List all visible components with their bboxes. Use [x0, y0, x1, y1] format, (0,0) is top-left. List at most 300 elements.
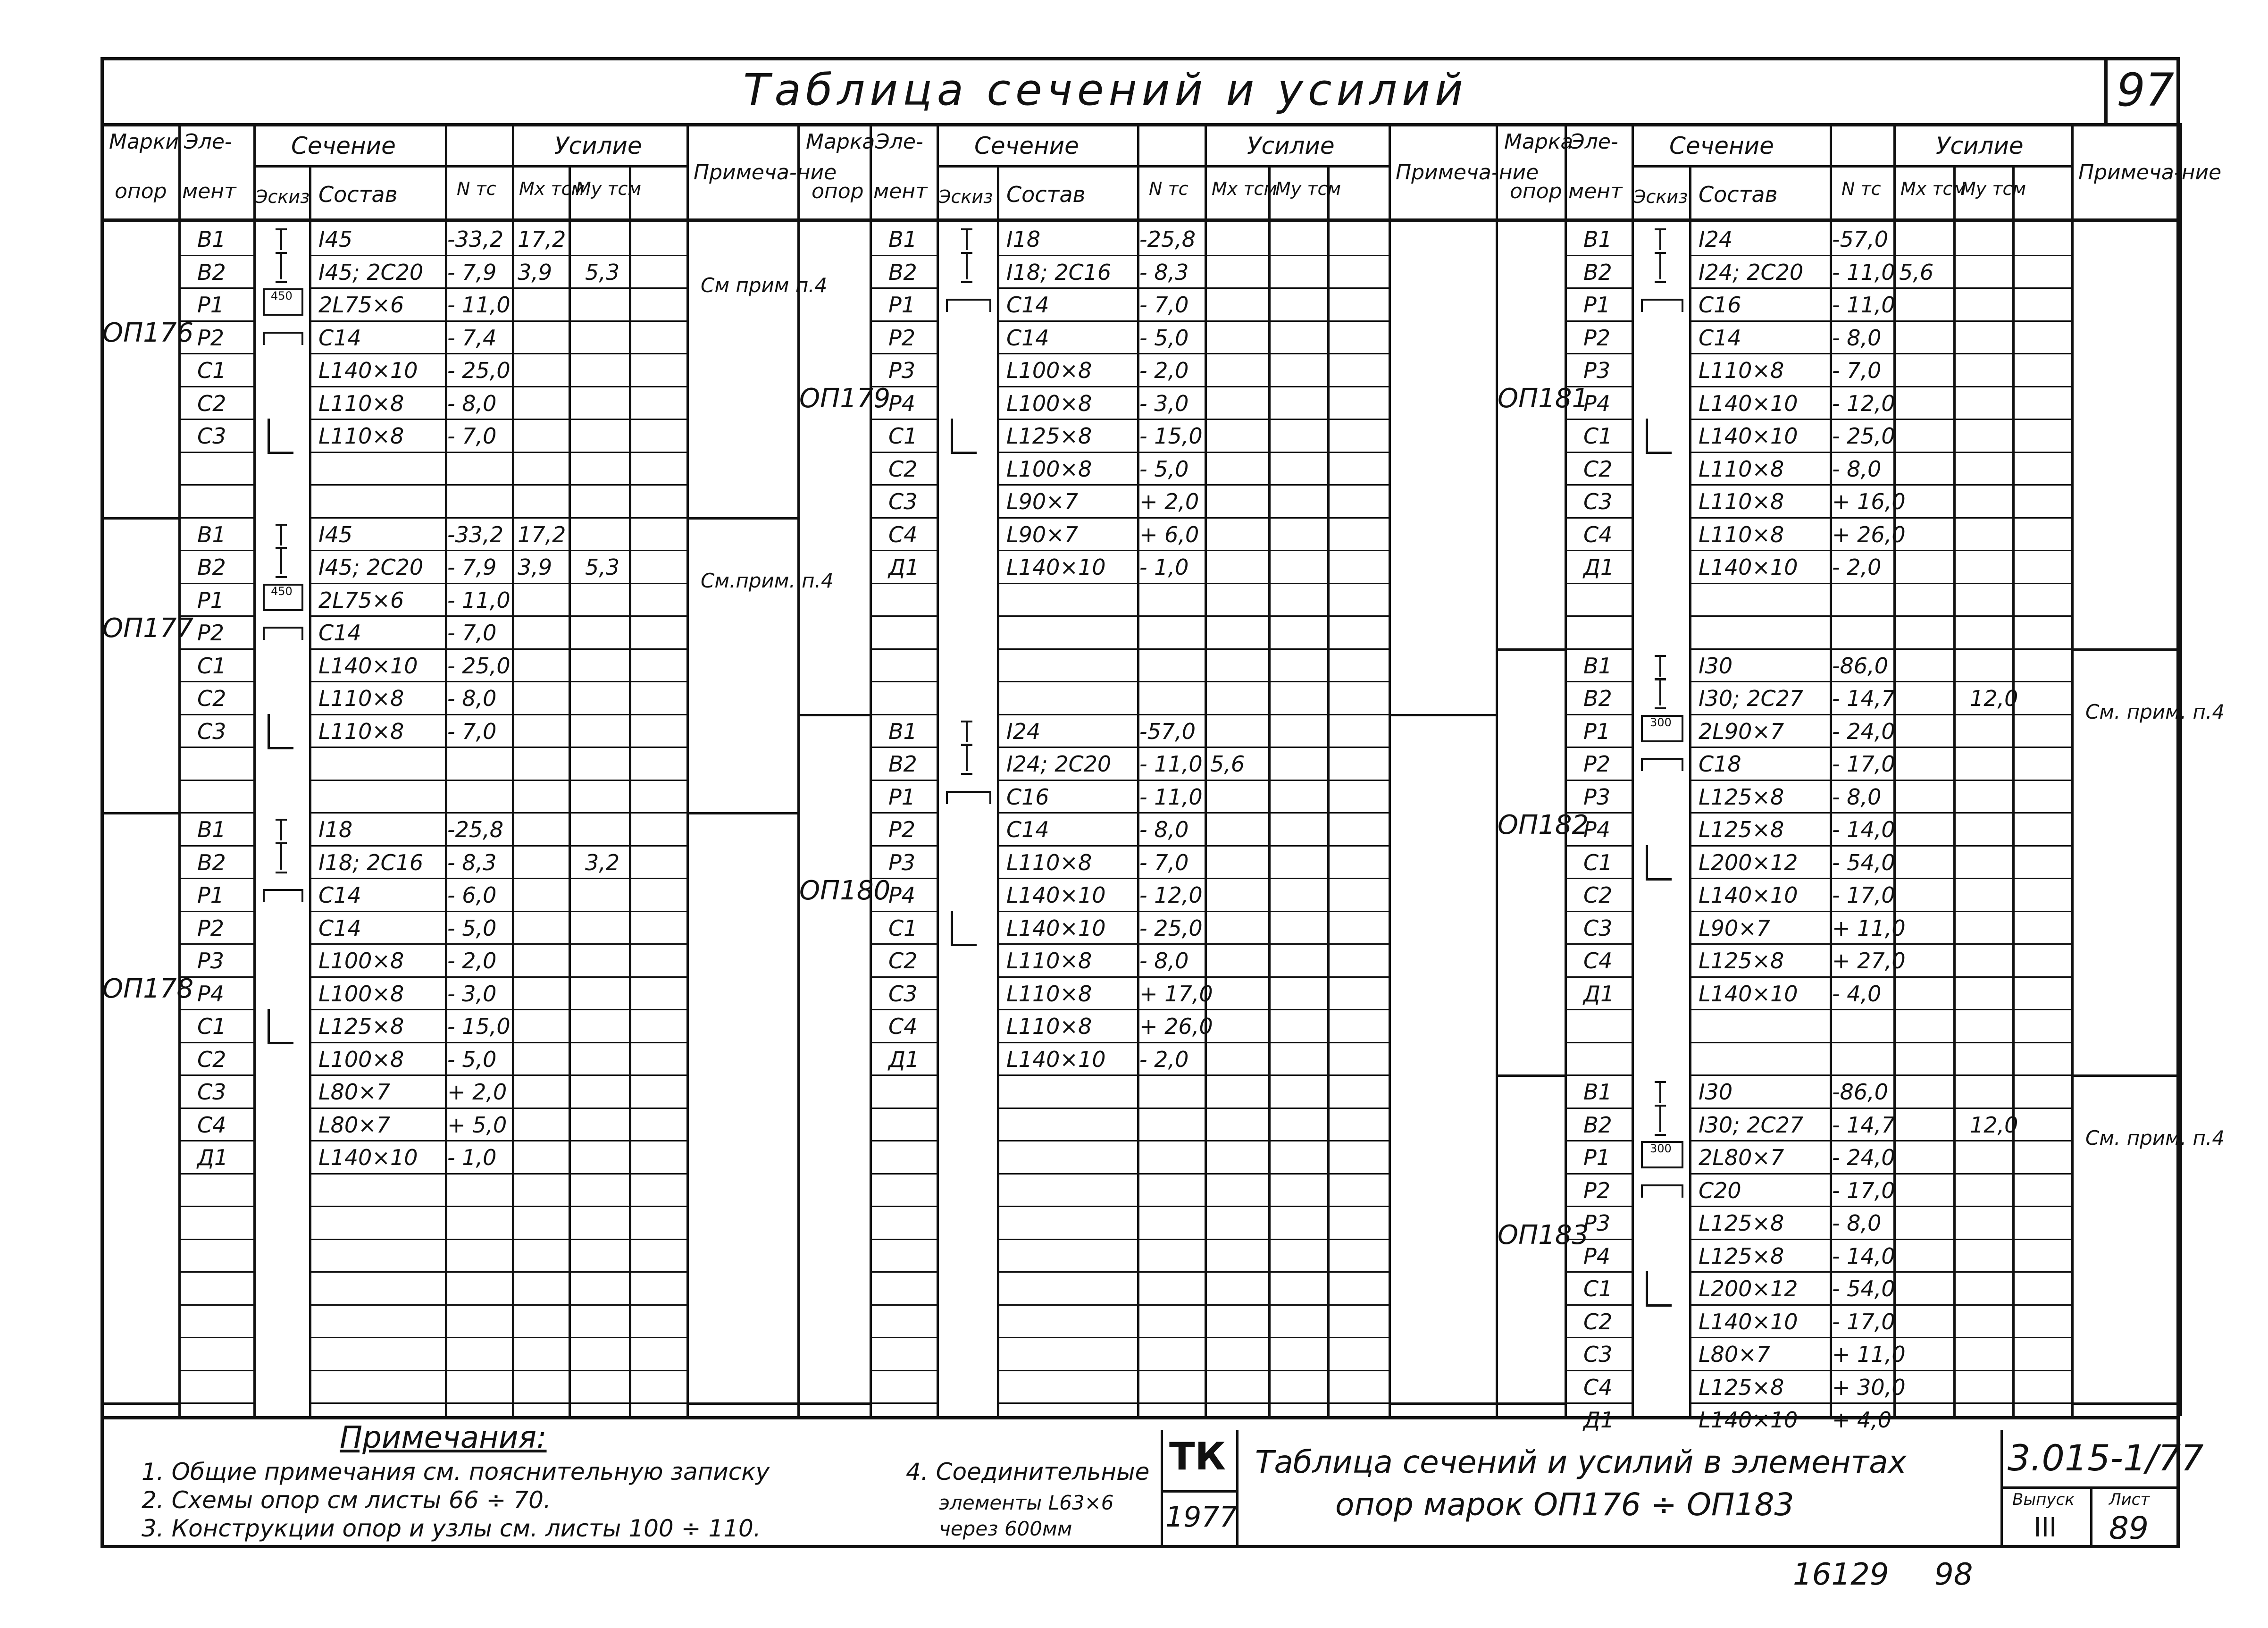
composite-sketch	[966, 744, 968, 771]
element-code: Р1	[197, 587, 225, 613]
angle-sketch	[951, 911, 977, 946]
row-rule	[178, 1370, 253, 1371]
row-rule	[870, 1173, 937, 1175]
archive-mark: 98	[1934, 1557, 1973, 1592]
element-code: В1	[1583, 653, 1612, 679]
element-code: Р4	[1583, 817, 1611, 842]
row-rule	[178, 517, 253, 519]
force-n: - 54,0	[1832, 1276, 1895, 1301]
row-rule	[997, 1271, 1389, 1273]
composite-sketch	[280, 252, 282, 279]
force-n: - 2,0	[1832, 554, 1882, 580]
force-n: + 26,0	[1832, 521, 1906, 547]
force-n: - 54,0	[1832, 849, 1895, 875]
row-rule	[178, 1239, 253, 1240]
row-rule	[309, 1370, 686, 1371]
element-code: С2	[888, 456, 918, 482]
element-code: Р2	[1583, 1177, 1611, 1203]
force-n: - 6,0	[447, 882, 497, 908]
force-n: - 2,0	[1139, 1046, 1189, 1072]
force-n: - 8,0	[1139, 948, 1189, 973]
support-mark: ОП178	[102, 973, 194, 1005]
header-primechanie: Примеча-ние	[694, 160, 837, 185]
section-composition: L100×8	[318, 981, 404, 1007]
channel-sketch	[263, 332, 303, 345]
row-rule	[1689, 419, 2071, 420]
row-rule	[870, 943, 937, 945]
stamp-vypusk: III	[2034, 1512, 2057, 1543]
composite-sketch	[1659, 678, 1661, 705]
section-composition: L100×8	[318, 948, 404, 973]
row-rule	[1565, 845, 1632, 847]
row-rule	[870, 878, 937, 879]
section-composition: С20	[1699, 1177, 1741, 1203]
force-n: + 4,0	[1832, 1407, 1892, 1433]
header-rule	[512, 165, 686, 168]
row-rule	[1689, 353, 2071, 354]
row-rule	[1565, 976, 1632, 978]
section-composition: L110×8	[318, 423, 404, 449]
force-n: - 7,0	[1139, 292, 1189, 318]
row-rule	[870, 976, 937, 978]
row-rule	[309, 845, 686, 847]
moment-my: 5,3	[585, 259, 620, 285]
row-rule	[1565, 517, 1632, 519]
row-rule	[997, 747, 1389, 748]
row-rule	[870, 386, 937, 387]
section-composition: L100×8	[318, 1046, 404, 1072]
group-note: См. прим. п.4	[2085, 700, 2225, 723]
stamp-caption-2: опор марок ОП176 ÷ ОП183	[1335, 1486, 1794, 1523]
header-sechenie: Сечение	[1669, 132, 1774, 159]
element-code: С3	[888, 489, 918, 514]
force-n: - 7,0	[1832, 358, 1882, 383]
force-n: -57,0	[1832, 227, 1889, 252]
section-composition: I24	[1699, 227, 1733, 252]
element-code: Р2	[888, 325, 916, 351]
row-rule	[178, 1173, 253, 1175]
force-n: - 11,0	[447, 292, 511, 318]
row-rule	[997, 878, 1389, 879]
section-composition: L140×10	[1006, 554, 1106, 580]
i-beam-sketch	[280, 228, 282, 250]
force-n: - 4,0	[1832, 981, 1882, 1007]
row-rule	[997, 484, 1389, 486]
force-n: + 27,0	[1832, 948, 1906, 973]
row-rule	[1565, 714, 1632, 715]
section-composition: L100×8	[1006, 456, 1092, 482]
i-beam-sketch	[1659, 1081, 1661, 1103]
element-code: С1	[1583, 1276, 1613, 1301]
row-rule	[997, 1173, 1389, 1175]
element-code: Р1	[197, 882, 225, 908]
angle-sketch	[1646, 1271, 1672, 1307]
row-rule	[997, 780, 1389, 781]
angle-sketch	[268, 714, 293, 749]
row-rule	[309, 452, 686, 453]
group-note: См прим п.4	[701, 274, 828, 297]
sketch-dimension: 300	[1650, 1142, 1672, 1155]
row-rule	[870, 1271, 937, 1273]
section-composition: С14	[1006, 292, 1049, 318]
header-rule	[100, 218, 2180, 222]
row-rule	[178, 255, 253, 256]
section-composition: L90×7	[1006, 489, 1078, 514]
row-rule	[1689, 976, 2071, 978]
element-code: С4	[888, 521, 918, 547]
header-element: Эле-	[875, 130, 923, 154]
header-sechenie: Сечение	[974, 132, 1079, 159]
header-rule	[937, 165, 1205, 168]
section-composition: L80×7	[318, 1112, 390, 1138]
angle-sketch	[268, 419, 293, 454]
section-composition: L110×8	[1006, 948, 1092, 973]
row-rule	[997, 255, 1389, 256]
row-rule	[997, 1304, 1389, 1306]
column-rule	[1632, 123, 1634, 1416]
row-rule	[309, 1337, 686, 1338]
element-code: С4	[1583, 948, 1613, 973]
column-rule	[870, 123, 872, 1416]
row-rule	[1689, 615, 2071, 617]
row-rule	[1565, 1042, 1632, 1043]
section-composition: L110×8	[318, 390, 404, 416]
section-composition: L110×8	[318, 718, 404, 744]
group-rule	[1496, 1402, 1565, 1405]
row-rule	[870, 1108, 937, 1109]
section-composition: L140×10	[1699, 423, 1798, 449]
force-n: - 17,0	[1832, 751, 1895, 777]
force-n: - 15,0	[1139, 423, 1203, 449]
section-composition: L140×10	[318, 358, 418, 383]
element-code: Р3	[1583, 1210, 1611, 1236]
element-code: Р4	[1583, 1243, 1611, 1269]
note-2: 2. Схемы опор см листы 66 ÷ 70.	[142, 1486, 551, 1514]
row-rule	[997, 583, 1389, 584]
column-rule	[686, 123, 689, 1416]
row-rule	[870, 1337, 937, 1338]
row-rule	[870, 1206, 937, 1207]
row-rule	[1689, 1337, 2071, 1338]
section-composition: 2L80×7	[1699, 1145, 1784, 1170]
row-rule	[1689, 812, 2071, 814]
row-rule	[1689, 484, 2071, 486]
header-n: N тс	[1149, 178, 1188, 199]
group-rule	[686, 1402, 797, 1405]
header-element: мент	[1568, 179, 1623, 203]
row-rule	[870, 615, 937, 617]
force-n: - 7,0	[447, 718, 497, 744]
row-rule	[309, 714, 686, 715]
row-rule	[1565, 1206, 1632, 1207]
row-rule	[1689, 747, 2071, 748]
force-n: - 2,0	[1139, 358, 1189, 383]
section-composition: L140×10	[1006, 882, 1106, 908]
moment-my: 5,3	[585, 554, 620, 580]
section-composition: L110×8	[1006, 981, 1092, 1007]
row-rule	[178, 1042, 253, 1043]
element-code: Д1	[1583, 981, 1615, 1007]
row-rule	[870, 320, 937, 322]
element-code: С2	[888, 948, 918, 973]
element-code: С2	[197, 1046, 226, 1072]
note-4-a: 4. Соединительные	[906, 1458, 1150, 1485]
force-n: - 5,0	[447, 1046, 497, 1072]
row-rule	[997, 714, 1389, 715]
row-rule	[997, 1108, 1389, 1109]
element-code: Р1	[1583, 718, 1611, 744]
force-n: - 12,0	[1139, 882, 1203, 908]
notes-heading: Примечания:	[340, 1420, 547, 1455]
header-rule	[1205, 165, 1389, 168]
row-rule	[178, 943, 253, 945]
i-beam-sketch	[1659, 655, 1661, 677]
section-composition: С14	[318, 915, 361, 941]
group-rule	[797, 714, 870, 716]
element-code: Р3	[888, 849, 916, 875]
force-n: + 2,0	[447, 1079, 507, 1105]
column-rule	[797, 123, 800, 1416]
section-composition: С14	[318, 325, 361, 351]
section-composition: L110×8	[1699, 358, 1784, 383]
row-rule	[997, 1402, 1389, 1404]
row-rule	[997, 812, 1389, 814]
row-rule	[1565, 255, 1632, 256]
column-rule	[178, 123, 181, 1416]
row-rule	[870, 845, 937, 847]
force-n: - 11,0	[1832, 292, 1895, 318]
header-mx: Mx тсм	[519, 178, 585, 199]
angle-sketch	[1646, 419, 1672, 454]
section-composition: L140×10	[1006, 1046, 1106, 1072]
force-n: - 11,0	[1139, 784, 1203, 810]
row-rule	[1565, 287, 1632, 289]
element-code: Р1	[888, 784, 916, 810]
row-rule	[178, 648, 253, 650]
i-beam-sketch	[966, 721, 968, 742]
row-rule	[870, 1042, 937, 1043]
row-rule	[1565, 320, 1632, 322]
element-code: С1	[197, 653, 226, 679]
angle-sketch	[951, 419, 977, 454]
group-rule	[2071, 1402, 2180, 1405]
row-rule	[1565, 484, 1632, 486]
force-n: - 14,7	[1832, 686, 1895, 711]
sketch-dimension: 300	[1650, 715, 1672, 729]
header-marka: опор	[812, 179, 864, 203]
row-rule	[870, 287, 937, 289]
row-rule	[178, 419, 253, 420]
row-rule	[1689, 255, 2071, 256]
group-rule	[100, 812, 178, 814]
force-n: - 11,0	[1832, 259, 1895, 285]
force-n: - 2,0	[447, 948, 497, 973]
force-n: -33,2	[447, 227, 504, 252]
force-n: - 12,0	[1832, 390, 1895, 416]
force-n: -57,0	[1139, 718, 1196, 744]
header-marka: опор	[115, 179, 167, 203]
element-code: Р4	[888, 882, 916, 908]
section-composition: С18	[1699, 751, 1741, 777]
i-beam-sketch	[280, 524, 282, 545]
column-rule	[253, 123, 256, 1416]
force-n: - 7,0	[447, 423, 497, 449]
force-n: - 8,0	[1832, 325, 1882, 351]
stamp-caption-1: Таблица сечений и усилий в элементах	[1255, 1444, 1907, 1480]
row-rule	[309, 1173, 686, 1175]
row-rule	[997, 419, 1389, 420]
force-n: -86,0	[1832, 653, 1889, 679]
header-eskiz: Эскиз	[255, 186, 310, 207]
element-code: С3	[197, 423, 226, 449]
section-composition: I24	[1006, 718, 1041, 744]
channel-sketch	[263, 627, 303, 640]
row-rule	[870, 911, 937, 912]
element-code: С2	[197, 390, 226, 416]
row-rule	[1689, 1074, 2071, 1076]
element-code: С3	[888, 981, 918, 1007]
section-composition: 2L90×7	[1699, 718, 1784, 744]
force-n: - 1,0	[1139, 554, 1189, 580]
element-code: Р3	[197, 948, 225, 973]
row-rule	[178, 484, 253, 486]
row-rule	[1565, 386, 1632, 387]
force-n: - 7,0	[447, 620, 497, 646]
group-rule	[1389, 1402, 1496, 1405]
moment-mx: 17,2	[518, 521, 566, 547]
group-rule	[1389, 714, 1496, 716]
section-composition: L140×10	[1699, 1407, 1798, 1433]
section-composition: L80×7	[1699, 1342, 1770, 1367]
row-rule	[1689, 320, 2071, 322]
force-n: - 7,9	[447, 259, 497, 285]
row-rule	[1689, 1370, 2071, 1371]
angle-sketch	[268, 1009, 293, 1044]
section-composition: I18; 2С16	[1006, 259, 1112, 285]
element-code: Р4	[888, 390, 916, 416]
force-n: - 17,0	[1832, 1177, 1895, 1203]
force-n: - 3,0	[1139, 390, 1189, 416]
row-rule	[309, 976, 686, 978]
row-rule	[1565, 747, 1632, 748]
moment-mx: 17,2	[518, 227, 566, 252]
row-rule	[309, 1140, 686, 1141]
row-rule	[1565, 1271, 1632, 1273]
header-marka: Марка	[1504, 130, 1573, 154]
row-rule	[1689, 1304, 2071, 1306]
row-rule	[178, 780, 253, 781]
element-code: В1	[197, 817, 226, 842]
row-rule	[309, 320, 686, 322]
row-rule	[309, 1239, 686, 1240]
row-rule	[1565, 1009, 1632, 1010]
row-rule	[1689, 943, 2071, 945]
stamp-list: 89	[2109, 1510, 2149, 1546]
row-rule	[1689, 1009, 2071, 1010]
row-rule	[1565, 648, 1632, 650]
row-rule	[309, 878, 686, 879]
group-rule	[686, 812, 797, 814]
row-rule	[870, 1304, 937, 1306]
row-rule	[997, 615, 1389, 617]
note-4-b: элементы L63×6	[939, 1491, 1114, 1514]
archive-mark: 16129	[1793, 1557, 1889, 1592]
section-composition: L110×8	[318, 686, 404, 711]
header-rule	[100, 123, 2180, 126]
stamp-divider	[1161, 1490, 1236, 1493]
row-rule	[870, 517, 937, 519]
composite-sketch	[1659, 252, 1661, 279]
stamp-year: 1977	[1165, 1501, 1238, 1534]
row-rule	[870, 583, 937, 584]
header-rule	[1893, 165, 2071, 168]
row-rule	[1565, 911, 1632, 912]
header-my: My тсм	[576, 178, 642, 199]
element-code: С3	[197, 1079, 226, 1105]
row-rule	[1689, 780, 2071, 781]
row-rule	[178, 1108, 253, 1109]
element-code: В2	[197, 849, 226, 875]
section-composition: L140×10	[1699, 554, 1798, 580]
header-mx: Mx тсм	[1900, 178, 1967, 199]
row-rule	[997, 1370, 1389, 1371]
row-rule	[309, 550, 686, 551]
composite-sketch	[280, 842, 282, 870]
row-rule	[178, 1009, 253, 1010]
row-rule	[309, 353, 686, 354]
element-code: Р1	[197, 292, 225, 318]
row-rule	[1689, 1402, 2071, 1404]
row-rule	[178, 1206, 253, 1207]
section-composition: L110×8	[1006, 1014, 1092, 1039]
row-rule	[1689, 681, 2071, 682]
force-n: - 5,0	[447, 915, 497, 941]
element-code: Д1	[1583, 1407, 1615, 1433]
row-rule	[870, 1009, 937, 1010]
row-rule	[997, 517, 1389, 519]
row-rule	[1689, 714, 2071, 715]
row-rule	[309, 1108, 686, 1109]
element-code: С4	[888, 1014, 918, 1039]
channel-sketch	[1641, 758, 1683, 771]
row-rule	[997, 1140, 1389, 1141]
section-composition: L125×8	[1699, 1374, 1784, 1400]
row-rule	[870, 1402, 937, 1404]
section-composition: L140×10	[1699, 390, 1798, 416]
row-rule	[178, 353, 253, 354]
element-code: С1	[888, 423, 918, 449]
page-number: 97	[2104, 57, 2183, 123]
element-code: С1	[197, 358, 226, 383]
force-n: - 25,0	[447, 653, 511, 679]
section-composition: I18; 2С16	[318, 849, 424, 875]
force-n: - 7,9	[447, 554, 497, 580]
element-code: С4	[197, 1112, 226, 1138]
section-composition: С16	[1006, 784, 1049, 810]
row-rule	[309, 1271, 686, 1273]
row-rule	[1565, 353, 1632, 354]
section-composition: L140×10	[318, 1145, 418, 1170]
group-rule	[1496, 648, 1565, 651]
row-rule	[1689, 1206, 2071, 1207]
column-rule	[2180, 123, 2182, 1416]
header-n: N тс	[1841, 178, 1881, 199]
section-composition: L125×8	[1699, 1210, 1784, 1236]
header-usilie: Усилие	[1247, 132, 1335, 159]
element-code: Р2	[197, 325, 225, 351]
row-rule	[309, 648, 686, 650]
row-rule	[1565, 780, 1632, 781]
